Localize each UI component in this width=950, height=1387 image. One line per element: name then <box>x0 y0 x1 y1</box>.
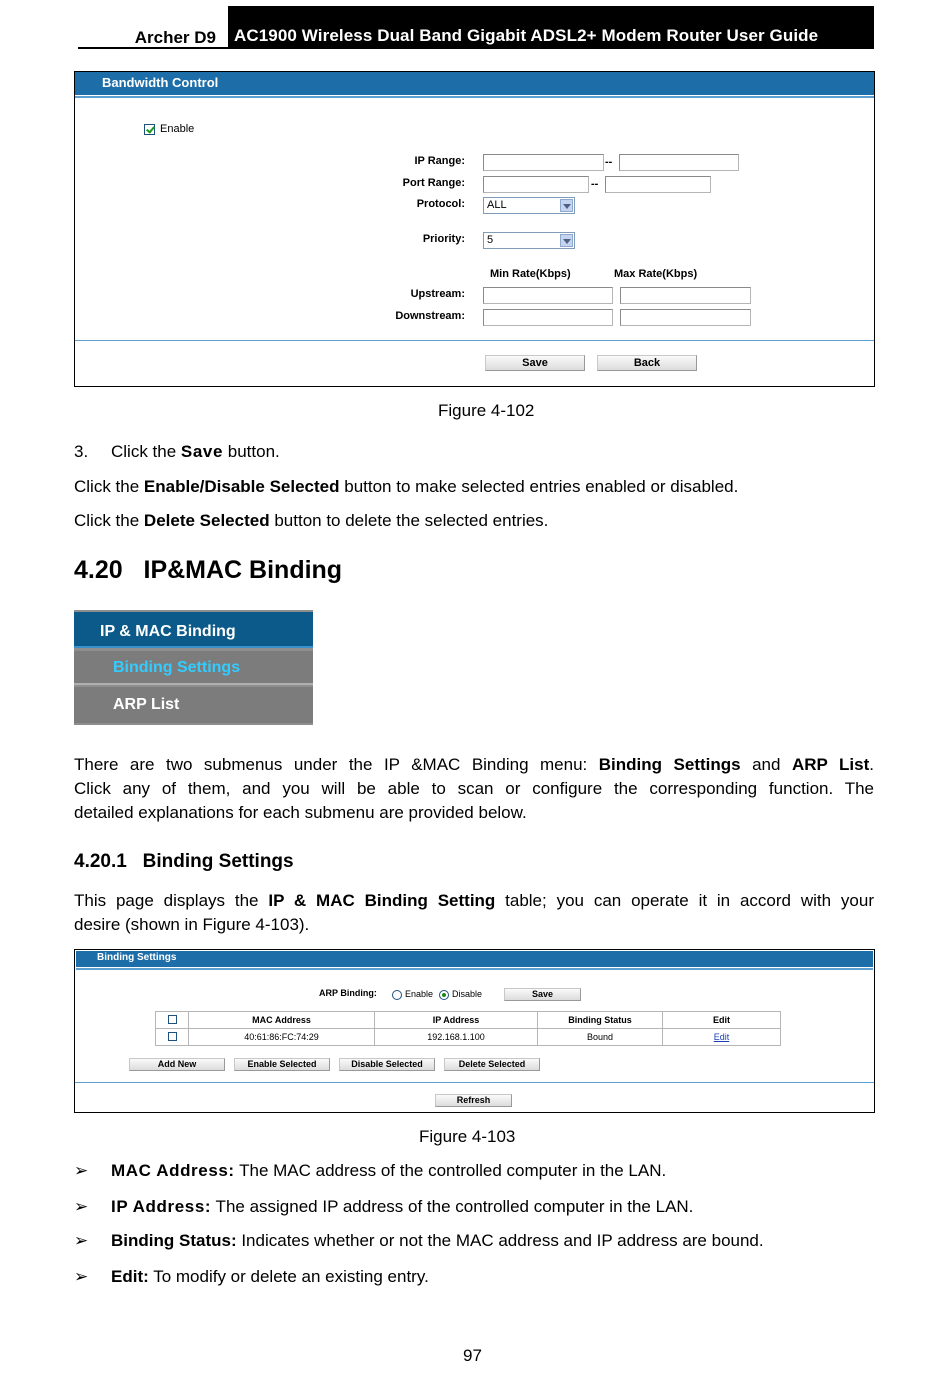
protocol-label: Protocol: <box>416 198 465 210</box>
enable-selected-button[interactable]: Enable Selected <box>234 1058 330 1071</box>
column-header-ip: IP Address <box>375 1012 538 1029</box>
delete-note <box>74 511 548 531</box>
panel-title-bar <box>75 72 874 95</box>
note-text-post: button to make selected entries enabled or disabled. <box>339 477 739 496</box>
step3-text-post: button. <box>223 442 280 461</box>
menu-item-binding-settings[interactable] <box>74 651 313 685</box>
ip-range-separator: -- <box>605 156 613 168</box>
figure-102-caption: Figure 4-102 <box>438 401 535 420</box>
port-range-start-input[interactable] <box>483 176 589 193</box>
enable-disable-note <box>74 477 738 497</box>
bullet-arrow-icon: ➢ <box>74 1231 89 1250</box>
row-edit-cell <box>663 1029 781 1046</box>
arp-save-button[interactable]: Save <box>504 988 581 1001</box>
step3-text-pre: Click the <box>111 442 181 461</box>
intro-bold: ARP List <box>791 755 870 774</box>
bullet-text: The assigned IP address of the controlled computer in the LAN. <box>211 1197 694 1216</box>
port-range-end-input[interactable] <box>605 176 711 193</box>
model-name: Archer D9 <box>134 28 216 47</box>
downstream-label: Downstream: <box>395 310 465 322</box>
ip-range-label: IP Range: <box>414 155 465 167</box>
disable-selected-button[interactable]: Disable Selected <box>339 1058 435 1071</box>
row-binding-status: Bound <box>538 1029 663 1046</box>
binding-table <box>155 1011 781 1046</box>
row-mac-address: 40:61:86:FC:74:29 <box>189 1029 375 1046</box>
chevron-down-icon <box>560 234 573 247</box>
bullet-ip-address <box>74 1197 693 1217</box>
delete-selected-button[interactable]: Delete Selected <box>444 1058 540 1071</box>
header-guide-title <box>228 6 874 49</box>
protocol-value: ALL <box>487 199 507 211</box>
upstream-label: Upstream: <box>410 288 465 300</box>
panel-title: Bandwidth Control <box>102 75 219 90</box>
ip-mac-binding-menu <box>74 610 313 725</box>
bullet-term: IP Address: <box>111 1197 212 1216</box>
intro-bold: Binding Settings <box>598 755 741 774</box>
port-range-separator: -- <box>591 178 599 190</box>
chevron-down-icon <box>560 199 573 212</box>
desc-text: table; you can operate it in accord with your <box>495 891 874 910</box>
column-header-mac: MAC Address <box>189 1012 375 1029</box>
subsection-desc-line-1 <box>74 889 874 913</box>
panel-title-bar <box>76 951 873 967</box>
note-text-pre: Click the <box>74 477 144 496</box>
row-select-cell <box>156 1029 189 1046</box>
panel-divider <box>75 1082 874 1083</box>
figure-103-caption: Figure 4-103 <box>419 1127 516 1146</box>
bullet-arrow-icon: ➢ <box>74 1197 89 1216</box>
arp-enable-radio[interactable] <box>392 990 402 1000</box>
protocol-select[interactable] <box>483 197 575 214</box>
bullet-term: Binding Status: <box>111 1231 237 1250</box>
bullet-text: To modify or delete an existing entry. <box>148 1267 429 1286</box>
menu-item-label: Binding Settings <box>113 659 241 676</box>
select-all-checkbox[interactable] <box>168 1015 177 1024</box>
add-new-button[interactable]: Add New <box>129 1058 225 1071</box>
priority-label: Priority: <box>422 233 465 245</box>
intro-text: There are two submenus under the IP &MAC Binding menu: <box>74 755 599 774</box>
panel-title: Binding Settings <box>97 952 177 963</box>
bullet-arrow-icon: ➢ <box>74 1161 89 1180</box>
max-rate-label: Max Rate(Kbps) <box>614 268 698 280</box>
menu-item-arp-list[interactable] <box>74 687 313 723</box>
bandwidth-control-panel <box>74 71 875 387</box>
menu-title-label: IP & MAC Binding <box>100 623 236 640</box>
arp-disable-radio[interactable] <box>439 990 449 1000</box>
bullet-mac-address <box>74 1161 666 1181</box>
step-3 <box>74 442 280 462</box>
bullet-term: Edit: <box>111 1267 149 1286</box>
table-header-row <box>156 1012 781 1029</box>
row-ip-address: 192.168.1.100 <box>375 1029 538 1046</box>
select-all-cell <box>156 1012 189 1029</box>
save-button[interactable]: Save <box>485 355 585 371</box>
note-text-bold: Enable/Disable Selected <box>143 477 340 496</box>
row-checkbox[interactable] <box>168 1032 177 1041</box>
bullet-arrow-icon: ➢ <box>74 1267 89 1286</box>
port-range-label: Port Range: <box>402 177 465 189</box>
menu-title[interactable] <box>74 612 313 648</box>
refresh-button[interactable]: Refresh <box>435 1094 512 1107</box>
menu-item-label: ARP List <box>113 696 180 713</box>
upstream-min-input[interactable] <box>483 287 613 304</box>
enable-label: Enable <box>160 123 195 135</box>
table-row <box>156 1029 781 1046</box>
ip-range-end-input[interactable] <box>619 154 739 171</box>
upstream-max-input[interactable] <box>620 287 751 304</box>
ip-range-start-input[interactable] <box>483 154 604 171</box>
subsection-heading: 4.20.1 Binding Settings <box>74 851 294 872</box>
arp-enable-label: Enable <box>405 989 434 999</box>
step-number: 3. <box>74 442 89 461</box>
bullet-term: MAC Address: <box>111 1161 235 1180</box>
intro-line-2: Click any of them, and you will be able to scan or configure the corresponding function. The <box>74 779 874 798</box>
intro-line-3: detailed explanations for each submenu are provided below. <box>74 803 527 822</box>
guide-title: AC1900 Wireless Dual Band Gigabit ADSL2+ Modem Router User Guide <box>234 26 819 45</box>
column-header-status: Binding Status <box>538 1012 663 1029</box>
header-model <box>78 24 228 49</box>
back-button[interactable]: Back <box>597 355 697 371</box>
desc-text: This page displays the <box>74 891 269 910</box>
panel-divider <box>75 340 874 341</box>
priority-select[interactable] <box>483 232 575 249</box>
intro-line-1 <box>74 753 874 777</box>
arp-binding-label: ARP Binding: <box>319 988 377 998</box>
note-text-bold: Delete Selected <box>143 511 270 530</box>
desc-bold: IP & MAC Binding Setting <box>268 891 496 910</box>
intro-text: . <box>869 755 874 774</box>
subsection-desc-line-2: desire (shown in Figure 4-103). <box>74 915 310 934</box>
bullet-text: Indicates whether or not the MAC address and IP address are bound. <box>236 1231 764 1250</box>
bullet-edit <box>74 1267 429 1287</box>
min-rate-label: Min Rate(Kbps) <box>490 268 571 280</box>
section-heading: 4.20 IP&MAC Binding <box>74 556 343 584</box>
bullet-binding-status <box>74 1231 764 1251</box>
note-text-pre: Click the <box>74 511 144 530</box>
intro-text: and <box>740 755 792 774</box>
column-header-edit: Edit <box>663 1012 781 1029</box>
bullet-text: The MAC address of the controlled computer in the LAN. <box>234 1161 667 1180</box>
note-text-post: button to delete the selected entries. <box>269 511 549 530</box>
enable-checkbox[interactable] <box>144 124 155 135</box>
downstream-min-input[interactable] <box>483 309 613 326</box>
downstream-max-input[interactable] <box>620 309 751 326</box>
page-number: 97 <box>463 1346 482 1365</box>
priority-value: 5 <box>487 234 494 246</box>
step3-text-bold: Save <box>180 442 224 461</box>
arp-disable-label: Disable <box>452 989 483 999</box>
row-edit-link[interactable]: Edit <box>713 1032 730 1042</box>
